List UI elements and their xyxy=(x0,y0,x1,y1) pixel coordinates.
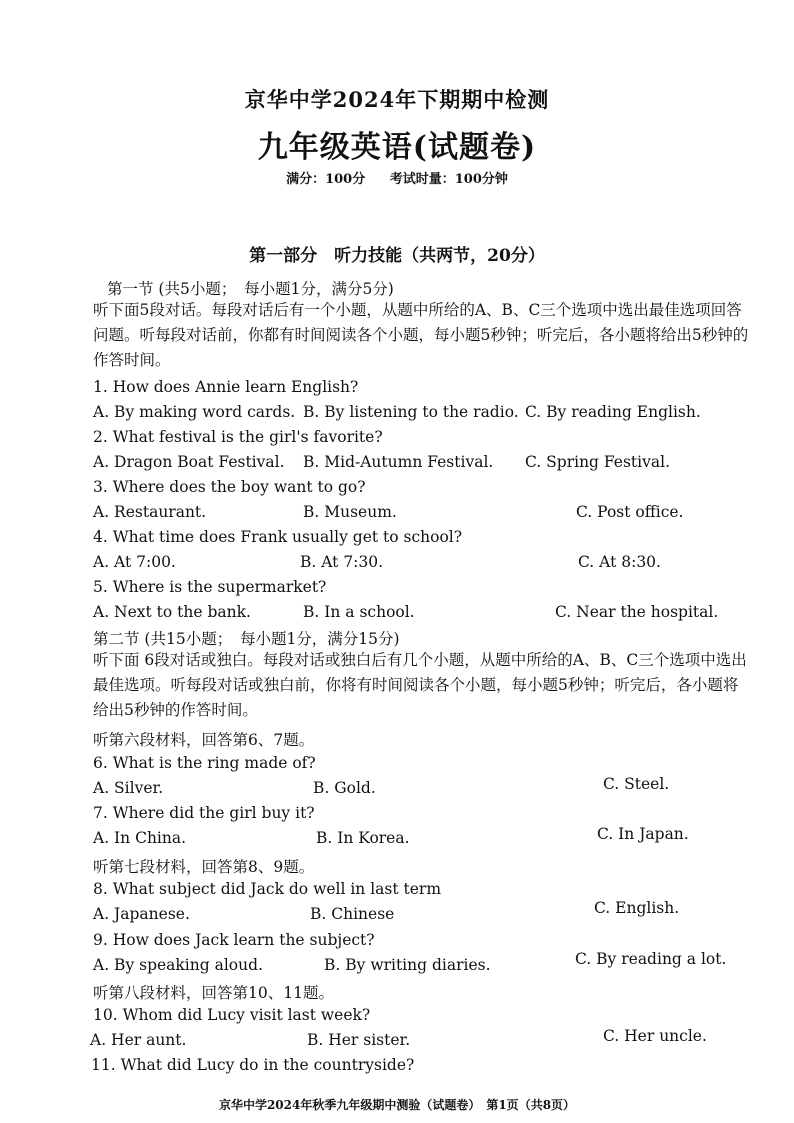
section1-title: 第一节 (共5小题； 每小题1分，满分5分) xyxy=(107,280,394,298)
section2-instructions: 听下面 6段对话或独白。每段对话或独白后有几个小题，从题中所给的A、B、C三个选项中选出最佳选项。听每段对话或独白前，你将有时间阅读各个小题，每小题5秒钟；听完后，各小题将给出5秒钟的作答时间。 xyxy=(93,651,747,719)
question-2: 2. What festival is the girl's favorite? xyxy=(93,428,383,446)
q9-option-a: A. By speaking aloud. xyxy=(93,956,263,974)
q1-option-b: B. By listening to the radio. xyxy=(303,403,519,421)
q9-option-b: B. By writing diaries. xyxy=(324,956,491,974)
q7-option-a: A. In China. xyxy=(93,829,187,847)
question-6: 6. What is the ring made of? xyxy=(93,754,316,772)
q5-option-c: C. Near the hospital. xyxy=(555,603,719,621)
question-5: 5. Where is the supermarket? xyxy=(93,578,327,596)
q3-option-b: B. Museum. xyxy=(303,503,397,521)
q4-option-c: C. At 8:30. xyxy=(578,553,661,571)
q7-option-c: C. In Japan. xyxy=(597,825,689,843)
q6-option-a: A. Silver. xyxy=(93,779,164,797)
question-8: 8. What subject did Jack do well in last term xyxy=(93,880,442,898)
section2-title: 第二节 (共15小题； 每小题1分，满分15分) xyxy=(93,630,400,648)
page-footer: 京华中学2024年秋季九年级期中测验（试题卷） 第1页（共8页） xyxy=(218,1098,576,1112)
question-3: 3. Where does the boy want to go? xyxy=(93,478,366,496)
q10-option-a: A. Her aunt. xyxy=(90,1031,187,1049)
q8-option-c: C. English. xyxy=(594,899,680,917)
question-11: 11. What did Lucy do in the countryside? xyxy=(91,1056,415,1074)
q6-option-c: C. Steel. xyxy=(603,775,670,793)
school-title: 京华中学2024年下期期中检测 xyxy=(244,87,550,112)
material-7: 听第七段材料，回答第8、9题。 xyxy=(93,858,315,876)
q7-option-b: B. In Korea. xyxy=(316,829,410,847)
question-7: 7. Where did the girl buy it? xyxy=(93,804,315,822)
q1-option-c: C. By reading English. xyxy=(525,403,701,421)
question-1: 1. How does Annie learn English? xyxy=(93,378,359,396)
subject-title: 九年级英语(试题卷) xyxy=(257,130,537,165)
question-9: 9. How does Jack learn the subject? xyxy=(93,931,375,949)
exam-time: 考试时量：100分钟 xyxy=(389,172,508,187)
material-8: 听第八段材料，回答第10、11题。 xyxy=(93,984,334,1002)
q2-option-a: A. Dragon Boat Festival. xyxy=(93,453,285,471)
full-score: 满分：100分 xyxy=(286,172,366,187)
question-10: 10. Whom did Lucy visit last week? xyxy=(93,1006,371,1024)
q1-option-a: A. By making word cards. xyxy=(93,403,296,421)
question-4: 4. What time does Frank usually get to school? xyxy=(93,528,463,546)
exam-meta xyxy=(0,168,794,187)
material-6: 听第六段材料，回答第6、7题。 xyxy=(93,731,315,749)
q3-option-a: A. Restaurant. xyxy=(93,503,207,521)
q10-option-c: C. Her uncle. xyxy=(603,1027,707,1045)
q5-option-a: A. Next to the bank. xyxy=(93,603,251,621)
q10-option-b: B. Her sister. xyxy=(307,1031,411,1049)
q5-option-b: B. In a school. xyxy=(303,603,415,621)
q8-option-a: A. Japanese. xyxy=(93,905,190,923)
q9-option-c: C. By reading a lot. xyxy=(575,950,727,968)
q2-option-b: B. Mid-Autumn Festival. xyxy=(303,453,494,471)
section1-instructions: 听下面5段对话。每段对话后有一个小题，从题中所给的A、B、C三个选项中选出最佳选项回答问题。听每段对话前，你都有时间阅读各个小题，每小题5秒钟；听完后，各小题将给出5秒钟的作答时间。 xyxy=(93,301,749,369)
q3-option-c: C. Post office. xyxy=(576,503,684,521)
q6-option-b: B. Gold. xyxy=(313,779,376,797)
q4-option-a: A. At 7:00. xyxy=(93,553,176,571)
q4-option-b: B. At 7:30. xyxy=(300,553,384,571)
part-title: 第一部分 听力技能（共两节，20分） xyxy=(249,246,545,266)
q2-option-c: C. Spring Festival. xyxy=(525,453,671,471)
q8-option-b: B. Chinese xyxy=(310,905,395,923)
